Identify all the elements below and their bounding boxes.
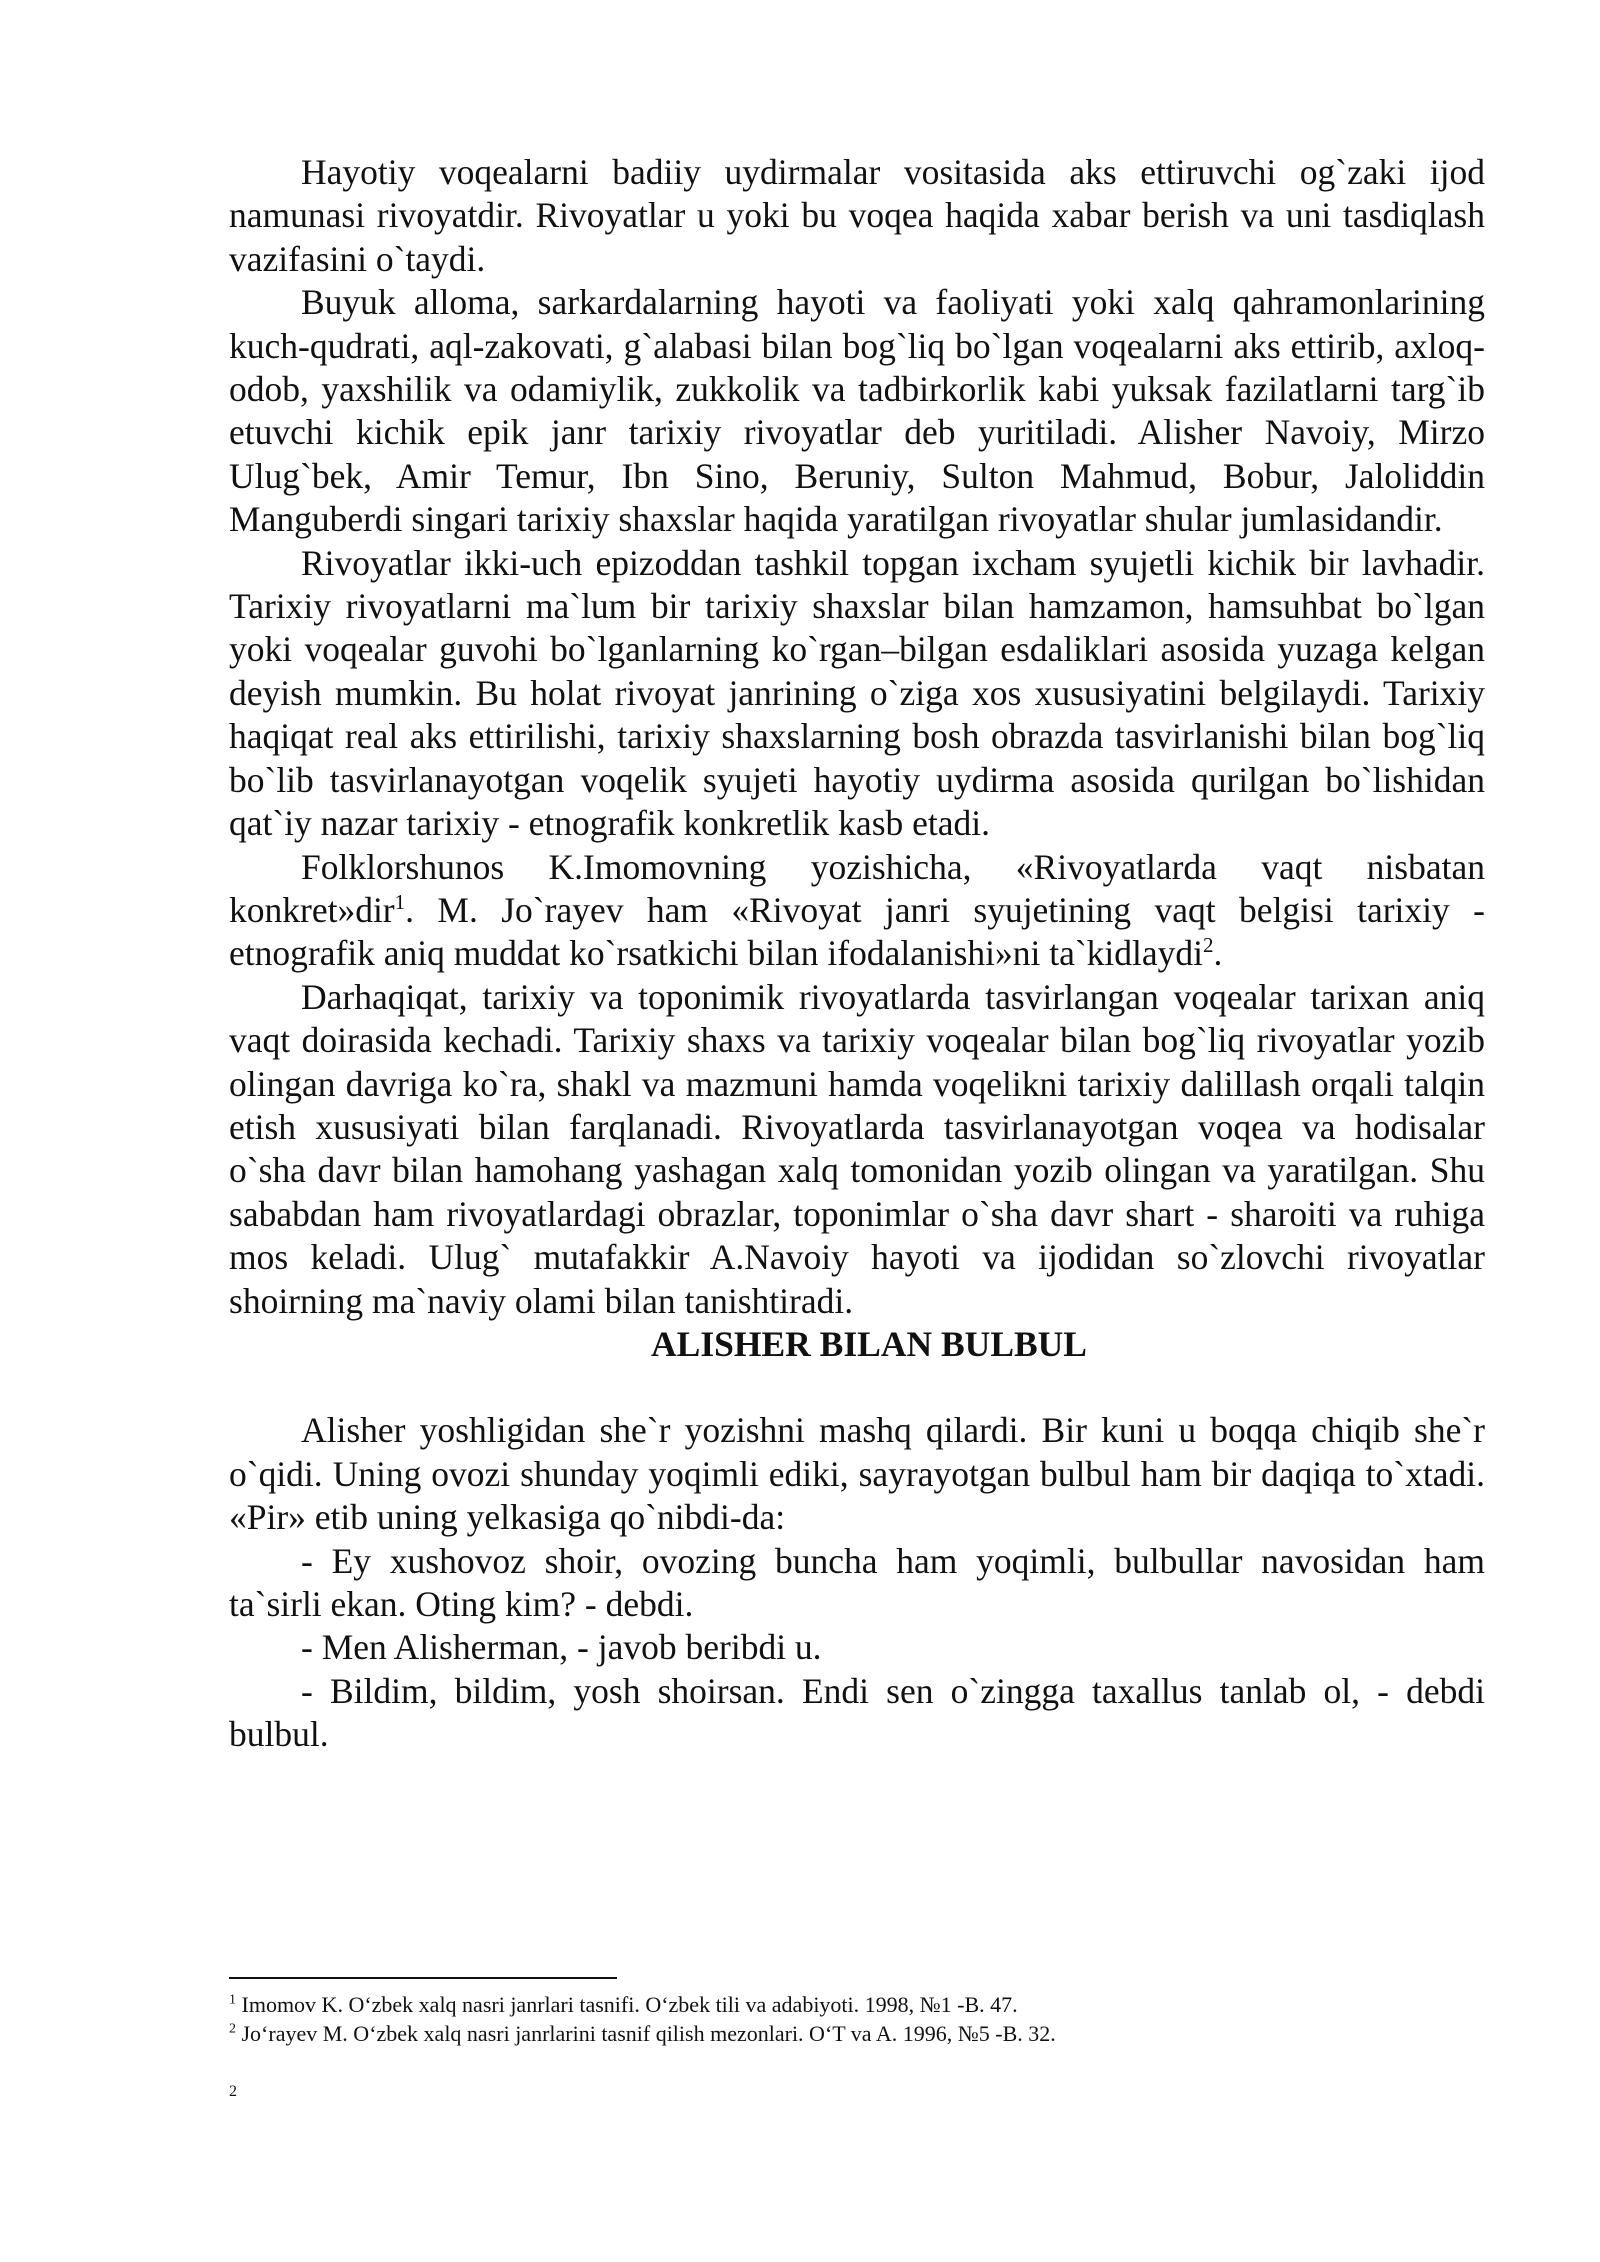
document-body bbox=[229, 151, 1485, 1757]
story-heading-text: ALISHER BILAN BULBUL bbox=[651, 1323, 1087, 1364]
paragraph: Darhaqiqat, tarixiy va toponimik rivoyatlarda tasvirlangan voqealar tarixan aniq vaqt doirasida kechadi. Tarixiy shaxs va tarixiy voqealar bilan bog`liq rivoyatlar yozib olingan davriga ko`ra, shakl va mazmuni hamda voqelikni tarixiy dalillash orqali talqin etish xususiyati bilan farqlanadi. Rivoyatlarda tasvirlanayotgan voqea va hodisalar o`sha davr bilan hamohang yashagan xalq tomonidan yozib olingan va yaratilgan. Shu sababdan ham rivoyatlardagi obrazlar, toponimlar o`sha davr shart - sharoiti va ruhiga mos keladi. Ulug` mutafakkir A.Navoiy hayoti va ijodidan so`zlovchi rivoyatlar shoirning ma`naviy olami bilan tanishtiradi. bbox=[229, 976, 1485, 1321]
story-paragraph: - Bildim, bildim, yosh shoirsan. Endi sen o`zingga taxallus tanlab ol, - debdi bulbul. bbox=[229, 1670, 1485, 1755]
quote-text-1: Folklorshunos K.Imomovning yozishicha, «Rivoyatlarda vaqt nisbatan konkret»dir bbox=[229, 846, 1485, 930]
paragraph: Hayotiy voqealarni badiiy uydirmalar vositasida aks ettiruvchi og`zaki ijod namunasi rivoyatdir. Rivoyatlar u yoki bu voqea haqida xabar berish va uni tasdiqlash vazifasini o`taydi. bbox=[229, 152, 1485, 279]
page-number: 2 bbox=[229, 2083, 237, 2100]
footnote-number: 1 bbox=[229, 1992, 236, 2008]
story-paragraph: - Ey xushovoz shoir, ovozing buncha ham yoqimli, bulbullar navosidan ham ta`sirli ekan. Oting kim? - debdi. bbox=[229, 1540, 1485, 1624]
footnote-text: Imomov K. O‘zbek xalq nasri janrlari tasnifi. O‘zbek tili va adabiyoti. 1998, №1 -B. 47. bbox=[236, 1992, 1018, 2017]
quote-paragraph bbox=[229, 846, 1485, 976]
footnote-2 bbox=[229, 2019, 1485, 2048]
quote-text-2: . M. Jo`rayev ham «Rivoyat janri syujetining vaqt belgisi tarixiy - etnografik aniq muddat ko`rsatkichi bilan ifodalanishi»ni ta`kidlaydi bbox=[229, 889, 1485, 974]
footnote-reference-2[interactable]: 2 bbox=[1203, 933, 1214, 958]
footnote-reference-1[interactable]: 1 bbox=[394, 890, 406, 915]
footnote-1 bbox=[229, 1990, 1485, 2019]
footnote-number: 2 bbox=[229, 2021, 236, 2037]
story-paragraph: - Men Alisherman, - javob beribdi u. bbox=[301, 1627, 822, 1668]
footnote-text: Jo‘rayev M. O‘zbek xalq nasri janrlarini tasnif qilish mezonlari. O‘T va A. 1996, №5 -B. 32. bbox=[236, 2021, 1056, 2046]
story-paragraph: Alisher yoshligidan she`r yozishni mashq qilardi. Bir kuni u boqqa chiqib she`r o`qidi. Uning ovozi shunday yoqimli ediki, sayrayotgan bulbul ham bir daqiqa to`xtadi. «Pir» etib uning yelkasiga qo`nibdi-da: bbox=[229, 1410, 1485, 1538]
story-heading bbox=[229, 1323, 1485, 1366]
quote-text-3: . bbox=[1213, 933, 1223, 974]
paragraph: Buyuk alloma, sarkardalarning hayoti va faoliyati yoki xalq qahramonlarining kuch-qudrati, aql-zakovati, g`alabasi bilan bog`liq bo`lgan voqealarni aks ettirib, axloq-odob, yaxshilik va odamiylik, zukkolik va tadbirkorlik kabi yuksak fazilatlarni targ`ib etuvchi kichik epik janr tarixiy rivoyatlar deb yuritiladi. Alisher Navoiy, Mirzo Ulug`bek, Amir Temur, Ibn Sino, Beruniy, Sulton Mahmud, Bobur, Jaloliddin Manguberdi singari tarixiy shaxslar haqida yaratilgan rivoyatlar shular jumlasidandir. bbox=[229, 282, 1485, 540]
footnotes bbox=[229, 1990, 1485, 2048]
footnote-separator bbox=[229, 1977, 617, 1979]
paragraph: Rivoyatlar ikki-uch epizoddan tashkil topgan ixcham syujetli kichik bir lavhadir. Tarixiy rivoyatlarni ma`lum bir tarixiy shaxslar bilan hamzamon, hamsuhbat bo`lgan yoki voqealar guvohi bo`lganlarning ko`rgan–bilgan esdaliklari asosida yuzaga kelgan deyish mumkin. Bu holat rivoyat janrining o`ziga xos xususiyatini belgilaydi. Tarixiy haqiqat real aks ettirilishi, tarixiy shaxslarning bosh obrazda tasvirlanishi bilan bog`liq bo`lib tasvirlanayotgan voqelik syujeti hayotiy uydirma asosida qurilgan bo`lishidan qat`iy nazar tarixiy - etnografik konkretlik kasb etadi. bbox=[229, 542, 1485, 844]
